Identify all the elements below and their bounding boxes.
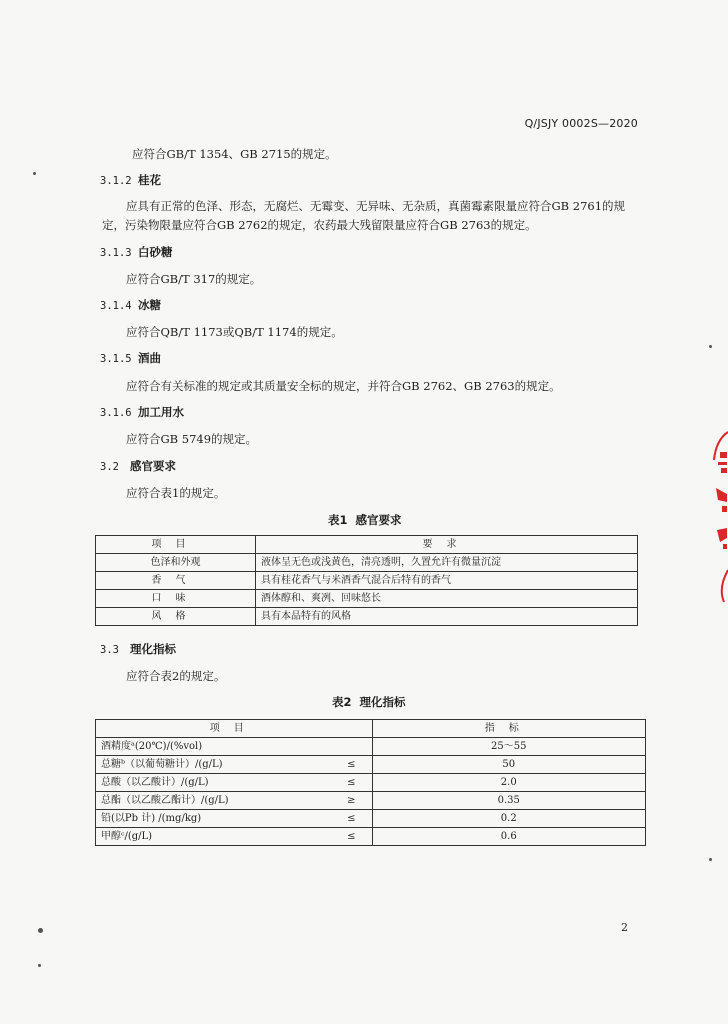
table-header-row <box>96 536 638 554</box>
table-cell-requirement: 酒体醇和、爽冽、回味悠长 <box>256 590 638 608</box>
table-cell-item: 香气 <box>96 572 256 590</box>
scan-speck <box>709 858 712 861</box>
document-code: Q/JSJY 0002S—2020 <box>524 117 638 130</box>
heading-number: 3.2 <box>100 461 119 473</box>
table-cell-requirement: 具有桂花香气与米酒香气混合后特有的香气 <box>256 572 638 590</box>
table-cell-operator <box>311 738 373 756</box>
table-cell-operator: ≤ <box>311 828 373 846</box>
table-row <box>96 756 646 774</box>
table-header-cell: 项目 <box>96 720 373 738</box>
heading-3-1-6 <box>100 404 184 420</box>
guihua-paragraph-line2: 定，污染物限量应符合GB 2762的规定，农药最大残留限量应符合GB 2763的规定。 <box>102 218 537 232</box>
table-header-cell: 要求 <box>256 536 638 554</box>
table1-caption-number: 表1 <box>328 513 348 527</box>
table-cell-requirement: 液体呈无色或浅黄色，清亮透明，久置允许有微量沉淀 <box>256 554 638 572</box>
table-cell-requirement: 具有本品特有的风格 <box>256 608 638 626</box>
scan-speck <box>709 345 712 348</box>
heading-number: 3.1.4 <box>100 300 132 312</box>
baishatang-paragraph: 应符合GB/T 317的规定。 <box>126 272 262 286</box>
table-cell-value: 0.6 <box>372 828 646 846</box>
table-cell-value: 0.2 <box>372 810 646 828</box>
table-cell-operator: ≤ <box>311 756 373 774</box>
heading-number: 3.1.5 <box>100 353 132 365</box>
table2-caption-number: 表2 <box>332 695 352 709</box>
table-cell-value: 2.0 <box>372 774 646 792</box>
table-row <box>96 572 638 590</box>
page-number: 2 <box>621 921 628 934</box>
heading-3-1-2 <box>100 172 161 188</box>
heading-title: 加工用水 <box>138 405 184 419</box>
ganguan-paragraph: 应符合表1的规定。 <box>126 486 226 500</box>
scan-speck <box>38 928 43 933</box>
heading-3-3 <box>100 641 176 657</box>
table-cell-value: 25～55 <box>372 738 646 756</box>
table-cell-value: 0.35 <box>372 792 646 810</box>
table-row <box>96 608 638 626</box>
table-row <box>96 554 638 572</box>
heading-3-2 <box>100 458 176 474</box>
table-row <box>96 792 646 810</box>
table-cell-item: 铅(以Pb 计) /(mg/kg) <box>96 810 311 828</box>
table-row <box>96 828 646 846</box>
table2-caption <box>332 694 406 710</box>
heading-3-1-4 <box>100 297 161 313</box>
sensory-table <box>95 535 638 626</box>
table-header-row <box>96 720 646 738</box>
guihua-paragraph-line1: 应具有正常的色泽、形态，无腐烂、无霉变、无异味、无杂质，真菌霉素限量应符合GB 2761的规 <box>126 199 626 213</box>
heading-number: 3.3 <box>100 644 119 656</box>
heading-title: 酒曲 <box>138 351 161 365</box>
heading-title: 桂花 <box>138 173 161 187</box>
scan-speck <box>33 172 36 175</box>
heading-number: 3.1.3 <box>100 247 132 259</box>
table-cell-item: 甲醇ᶜ/(g/L) <box>96 828 311 846</box>
heading-3-1-3 <box>100 244 173 260</box>
table1-caption <box>328 512 402 528</box>
heading-title: 感官要求 <box>130 459 176 473</box>
table-cell-item: 色泽和外观 <box>96 554 256 572</box>
table-cell-value: 50 <box>372 756 646 774</box>
heading-title: 冰糖 <box>138 298 161 312</box>
scan-speck <box>38 964 41 967</box>
table-row <box>96 590 638 608</box>
table-cell-operator: ≤ <box>311 810 373 828</box>
heading-number: 3.1.6 <box>100 407 132 419</box>
physicochemical-table <box>95 719 646 846</box>
table-cell-operator: ≤ <box>311 774 373 792</box>
table-cell-item: 总酸（以乙酸计）/(g/L) <box>96 774 311 792</box>
heading-title: 理化指标 <box>130 642 176 656</box>
table-header-cell: 项目 <box>96 536 256 554</box>
table2-caption-title: 理化指标 <box>359 695 406 709</box>
seal-stamp <box>712 430 728 605</box>
lihua-paragraph: 应符合表2的规定。 <box>126 669 226 683</box>
heading-title: 白砂糖 <box>138 245 173 259</box>
table-row <box>96 738 646 756</box>
heading-3-1-5 <box>100 350 161 366</box>
table-cell-item: 总糖ᵇ（以葡萄糖计）/(g/L) <box>96 756 311 774</box>
table-cell-item: 酒精度ᵃ(20℃)/(%vol) <box>96 738 311 756</box>
intro-paragraph: 应符合GB/T 1354、GB 2715的规定。 <box>132 147 337 161</box>
table-header-cell: 指标 <box>372 720 646 738</box>
heading-number: 3.1.2 <box>100 175 132 187</box>
table-row <box>96 810 646 828</box>
table-cell-operator: ≥ <box>311 792 373 810</box>
shui-paragraph: 应符合GB 5749的规定。 <box>126 432 258 446</box>
table-cell-item: 口味 <box>96 590 256 608</box>
jiuqu-paragraph: 应符合有关标准的规定或其质量安全标的规定，并符合GB 2762、GB 2763的规定。 <box>126 379 561 393</box>
table1-caption-title: 感官要求 <box>355 513 402 527</box>
table-cell-item: 风格 <box>96 608 256 626</box>
bingtang-paragraph: 应符合QB/T 1173或QB/T 1174的规定。 <box>126 325 343 339</box>
table-row <box>96 774 646 792</box>
table-cell-item: 总酯（以乙酸乙酯计）/(g/L) <box>96 792 311 810</box>
